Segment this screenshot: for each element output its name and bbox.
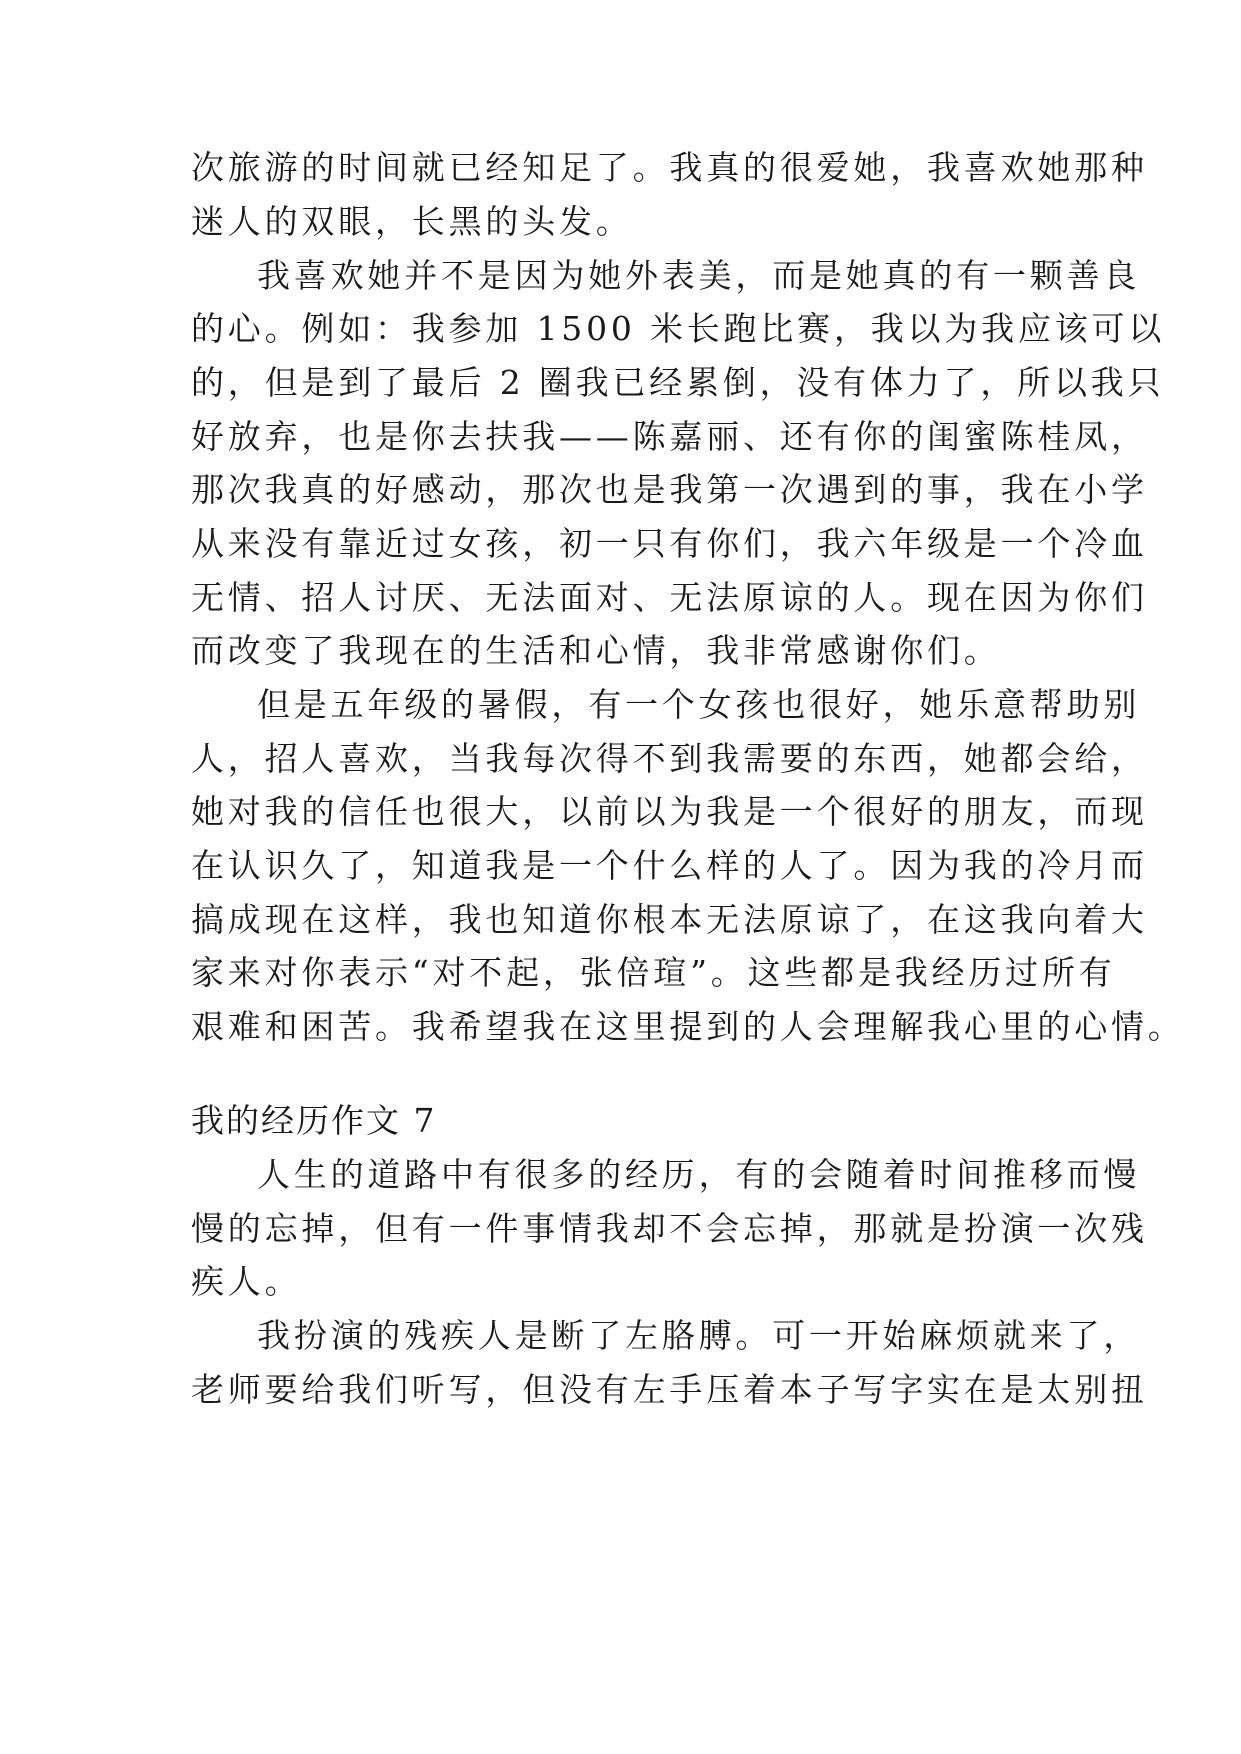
text-line: 老师要给我们听写，但没有左手压着本子写字实在是太别扭 <box>191 1370 1148 1409</box>
text-line: 艰难和困苦。我希望我在这里提到的人会理解我心里的心情。 <box>191 1007 1185 1046</box>
paragraph-first-line: 但是五年级的暑假，有一个女孩也很好，她乐意帮助别 <box>257 685 1141 724</box>
paragraph-first-line: 我扮演的残疾人是断了左胳膊。可一开始麻烦就来了， <box>257 1316 1141 1355</box>
text-line: 家来对你表示“对不起，张倍瑄”。这些都是我经历过所有 <box>191 953 1116 992</box>
section-heading: 我的经历作文 7 <box>191 1101 437 1140</box>
paragraph-first-line: 人生的道路中有很多的经历，有的会随着时间推移而慢 <box>257 1155 1141 1194</box>
text-line: 的，但是到了最后 2 圈我已经累倒，没有体力了，所以我只 <box>191 363 1165 402</box>
text-line: 她对我的信任也很大，以前以为我是一个很好的朋友，而现 <box>191 792 1148 831</box>
text-line: 在认识久了，知道我是一个什么样的人了。因为我的冷月而 <box>191 846 1148 885</box>
text-line: 搞成现在这样，我也知道你根本无法原谅了，在这我向着大 <box>191 900 1148 939</box>
text-line: 迷人的双眼，长黑的头发。 <box>191 202 633 241</box>
text-line: 无情、招人讨厌、无法面对、无法原谅的人。现在因为你们 <box>191 578 1148 617</box>
text-line: 人，招人喜欢，当我每次得不到我需要的东西，她都会给， <box>191 739 1148 778</box>
paragraph-first-line: 我喜欢她并不是因为她外表美，而是她真的有一颗善良 <box>257 256 1141 295</box>
text-line: 的心。例如：我参加 1500 米长跑比赛，我以为我应该可以 <box>191 309 1166 348</box>
text-line: 好放弃，也是你去扶我——陈嘉丽、还有你的闺蜜陈桂凤， <box>191 417 1148 456</box>
text-line: 而改变了我现在的生活和心情，我非常感谢你们。 <box>191 631 1001 670</box>
text-line: 从来没有靠近过女孩，初一只有你们，我六年级是一个冷血 <box>191 524 1148 563</box>
text-line: 次旅游的时间就已经知足了。我真的很爱她，我喜欢她那种 <box>191 148 1148 187</box>
text-line: 慢的忘掉，但有一件事情我却不会忘掉，那就是扮演一次残 <box>191 1209 1148 1248</box>
text-line: 那次我真的好感动，那次也是我第一次遇到的事，我在小学 <box>191 470 1148 509</box>
text-line: 疾人。 <box>191 1262 302 1301</box>
